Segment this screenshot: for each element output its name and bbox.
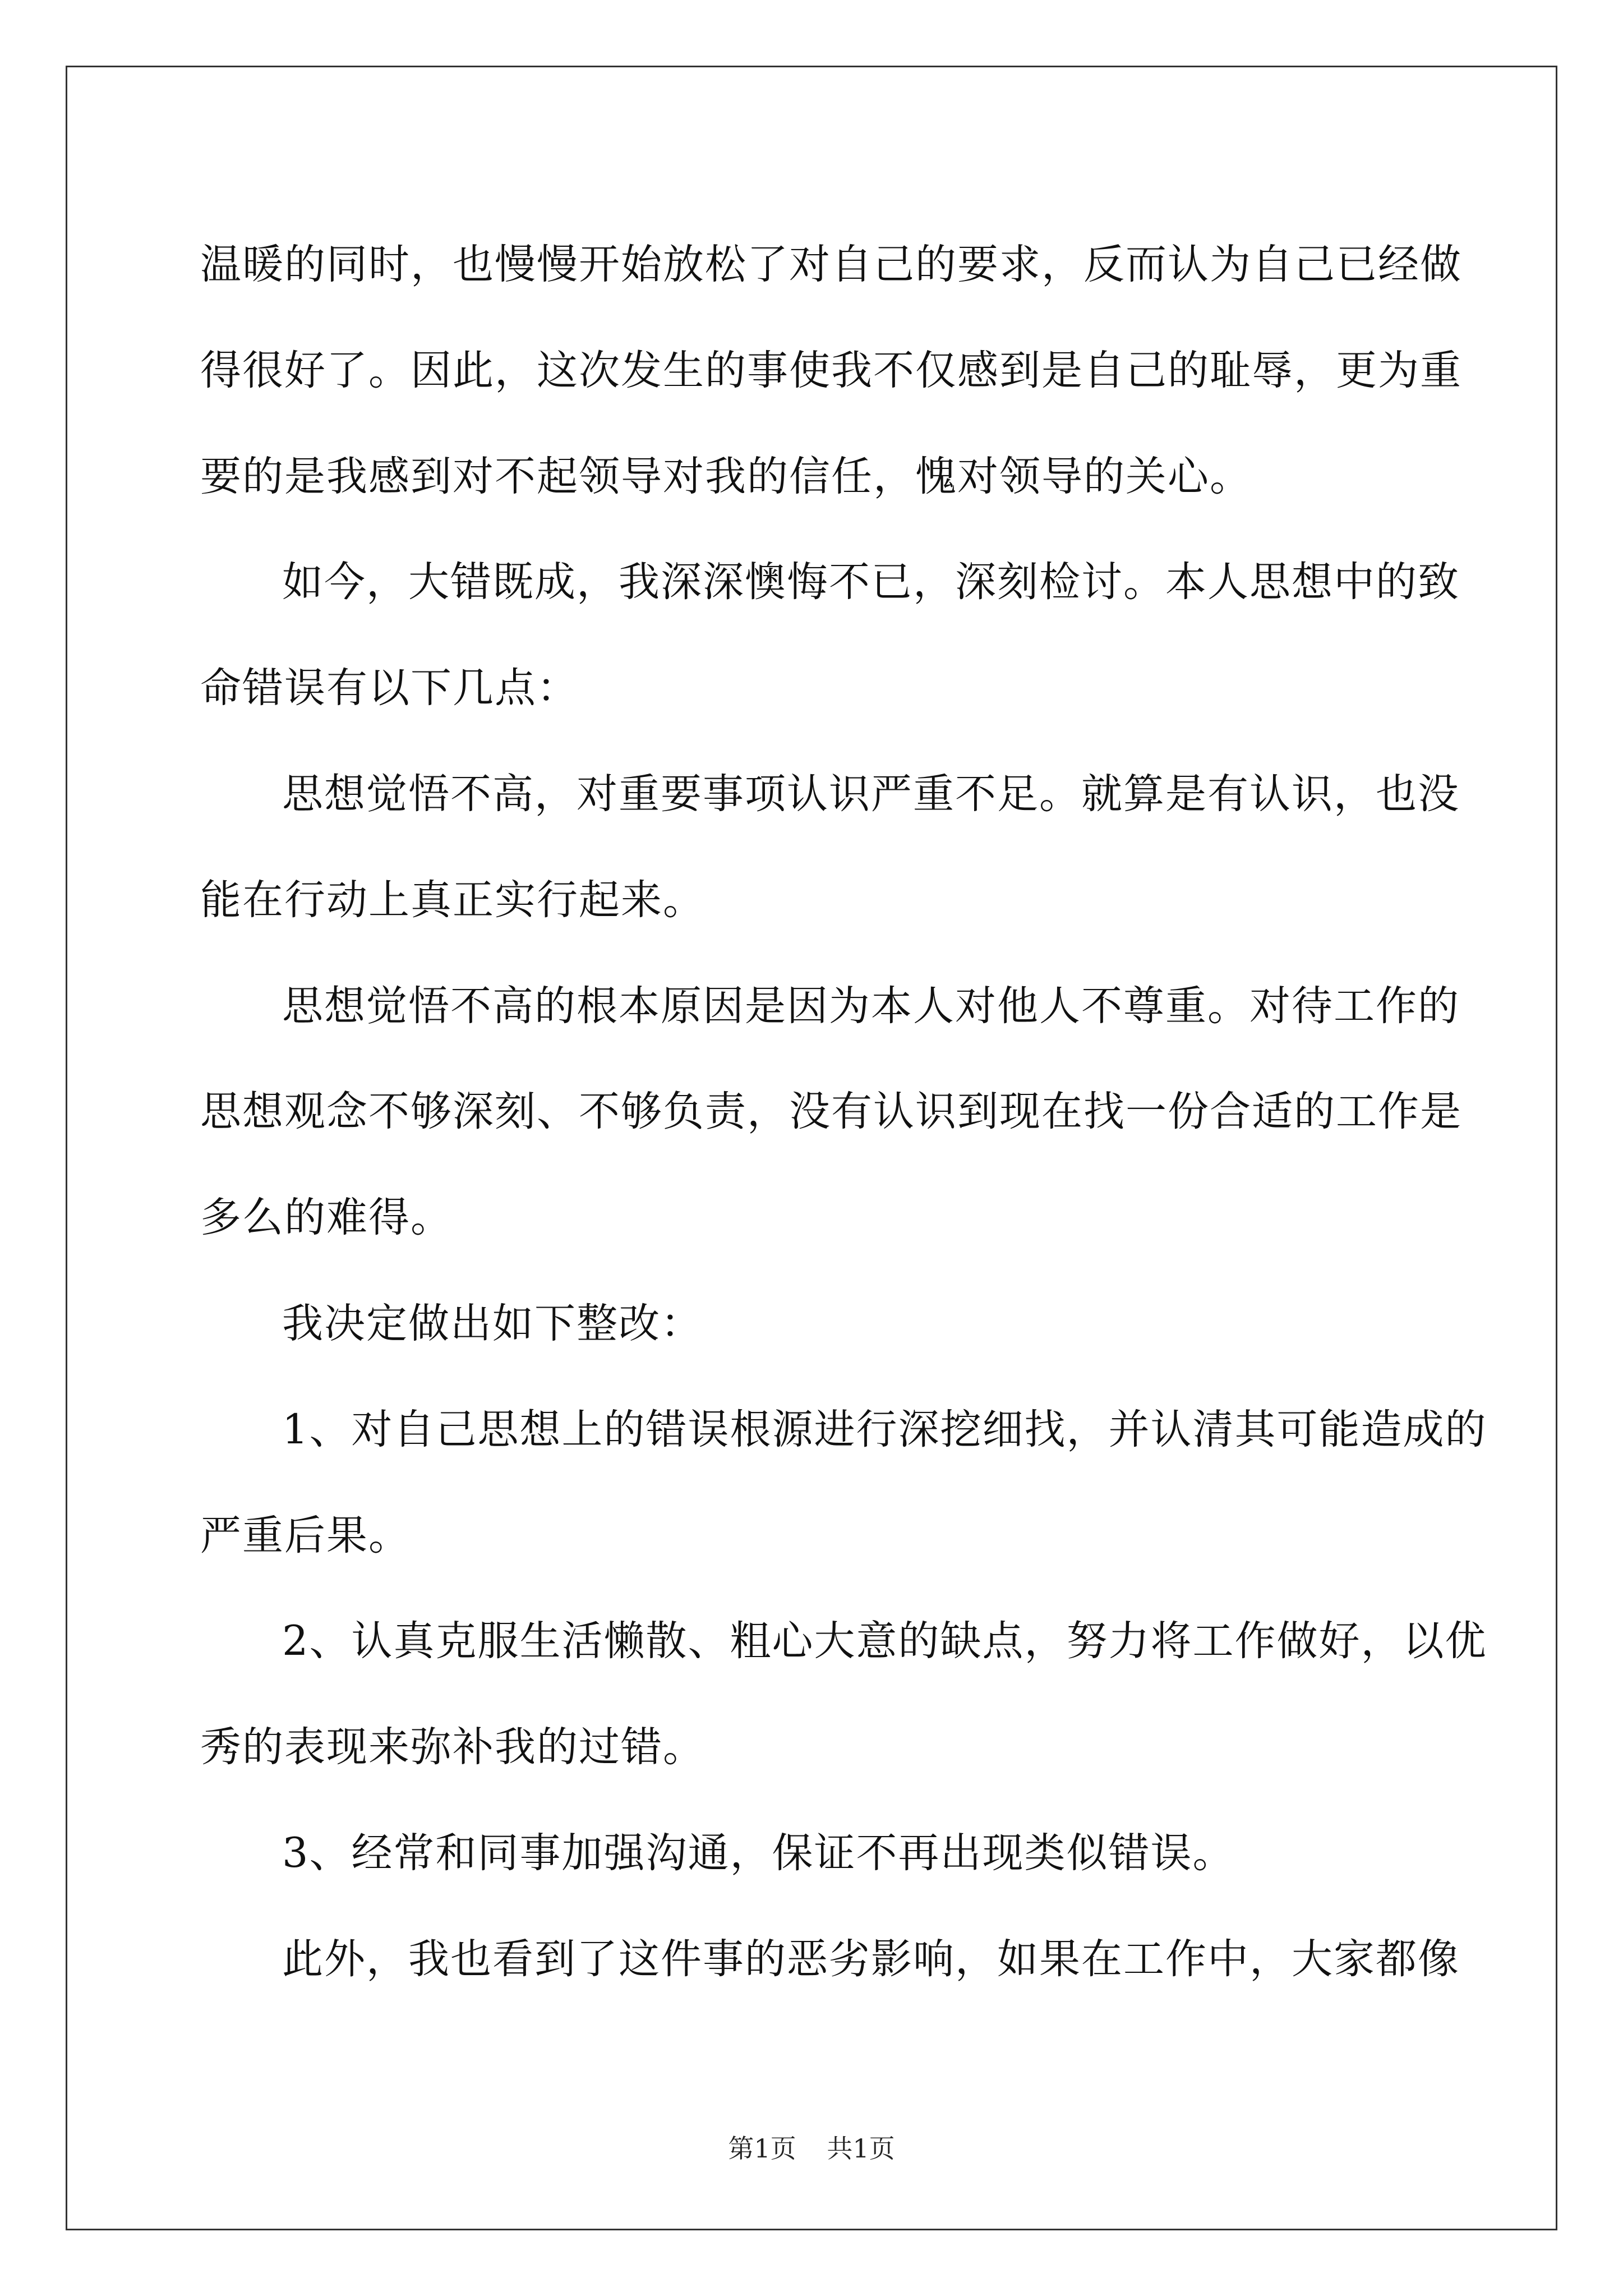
text-line: 思想观念不够深刻、不够负责，没有认识到现在找一份合适的工作是 (200, 1088, 1462, 1136)
text-line: 要的是我感到对不起领导对我的信任，愧对领导的关心。 (200, 452, 1252, 500)
text-line: 能在行动上真正实行起来。 (200, 876, 705, 924)
text-line: 命错误有以下几点： (200, 664, 579, 712)
document-body (200, 212, 1487, 2013)
text-line: 1、对自己思想上的错误根源进行深挖细找，并认清其可能造成的 (282, 1405, 1487, 1453)
text-line: 如今，大错既成，我深深懊悔不已，深刻检讨。本人思想中的致 (282, 558, 1460, 606)
text-line: 此外，我也看到了这件事的恶劣影响，如果在工作中，大家都像 (282, 1935, 1460, 1983)
text-line: 多么的难得。 (200, 1194, 453, 1242)
text-line: 思想觉悟不高，对重要事项认识严重不足。就算是有认识，也没 (282, 770, 1460, 818)
text-line: 严重后果。 (200, 1511, 411, 1559)
text-line: 3、经常和同事加强沟通，保证不再出现类似错误。 (282, 1829, 1235, 1877)
text-line: 我决定做出如下整改： (282, 1299, 703, 1347)
text-line: 秀的表现来弥补我的过错。 (200, 1723, 705, 1772)
page-footer (0, 2132, 1623, 2165)
text-line: 2、认真克服生活懒散、粗心大意的缺点，努力将工作做好，以优 (282, 1617, 1487, 1665)
page-number: 第1页 (728, 2133, 796, 2164)
text-line: 思想觉悟不高的根本原因是因为本人对他人不尊重。对待工作的 (282, 982, 1460, 1030)
text-line: 得很好了。因此，这次发生的事使我不仅感到是自己的耻辱，更为重 (200, 346, 1462, 394)
page-total: 共1页 (827, 2133, 895, 2164)
text-line: 温暖的同时，也慢慢开始放松了对自己的要求，反而认为自己已经做 (200, 241, 1462, 288)
